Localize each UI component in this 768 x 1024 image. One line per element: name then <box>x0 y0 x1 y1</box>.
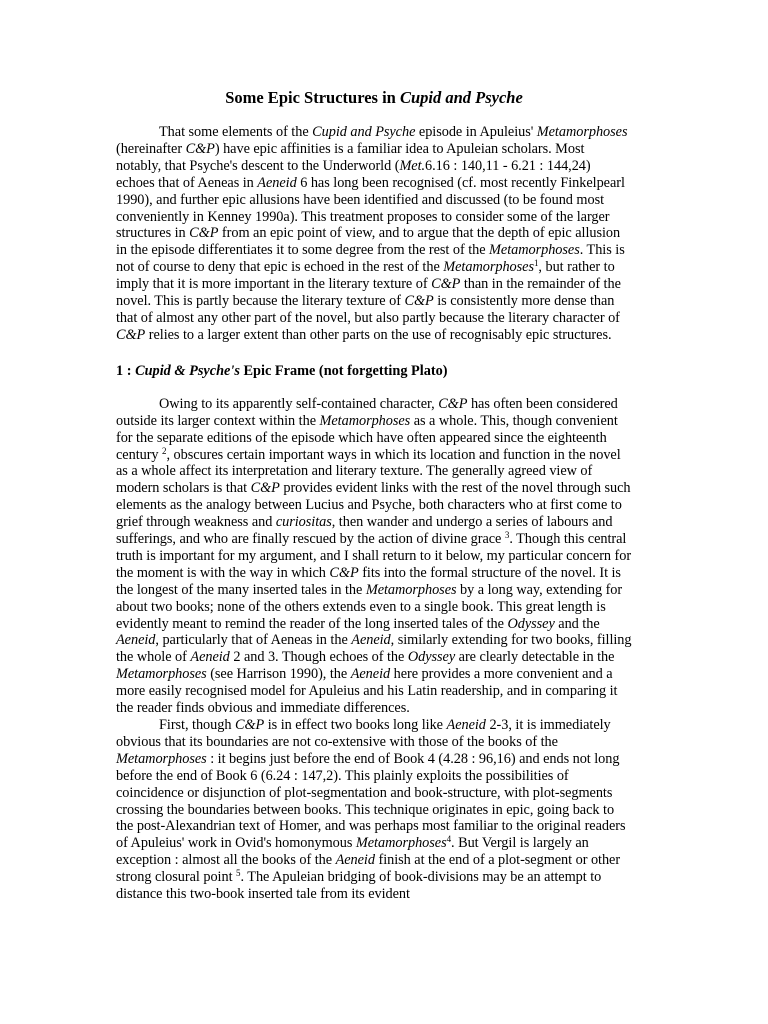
text-run: fits into the formal structure of the novel. It is the longest of the many inserted tales in the <box>116 564 621 598</box>
text-run: are clearly detectable in the <box>455 649 615 666</box>
section-paragraph-1 <box>116 396 632 717</box>
text-run: episode in Apuleius' <box>415 124 537 140</box>
text-run: . The Apuleian bridging of book-divisions may be an attempt to distance this two-book inserted tale from its evident <box>116 869 602 903</box>
text-run: , obscures certain important ways in which its location and function in the novel as a whole affect its interpretation and literary texture. The generally agreed view of modern scholars is that <box>116 446 621 497</box>
title-prefix: Some Epic Structures in <box>225 88 400 107</box>
italic-text: Odyssey <box>407 649 456 666</box>
text-run: , but rather to imply that it is more important in the literary texture of <box>116 259 615 293</box>
italic-text: curiositas <box>275 514 332 531</box>
italic-text: Metamorphoses <box>355 835 447 852</box>
text-run: , particularly that of Aeneas in the <box>155 632 352 649</box>
text-run: Owing to its apparently self-contained character, <box>159 395 439 412</box>
italic-text: Aeneid <box>116 632 156 649</box>
italic-text: Metamorphoses <box>116 666 207 683</box>
section-heading <box>116 362 632 380</box>
italic-text: Cupid and Psyche <box>312 124 416 140</box>
text-run: ) have epic affinities is a familiar idea to Apuleian scholars. Most notably, that Psyche's descent to the Underworld ( <box>116 140 585 174</box>
intro-paragraph <box>116 124 632 344</box>
text-run: has often been considered outside its larger context within the <box>116 395 618 429</box>
italic-text: C&P <box>189 225 219 242</box>
paper-title <box>116 88 632 108</box>
italic-text: Aeneid <box>190 649 230 666</box>
italic-text: C&P <box>250 480 280 497</box>
text-run: than in the remainder of the novel. This is partly because the literary texture of <box>116 276 621 310</box>
section-heading-rest: Epic Frame (not forgetting Plato) <box>239 362 448 379</box>
italic-text: Aeneid <box>350 666 391 683</box>
text-run: by a long way, extending for about two books; none of the others extends even to a single book. This great length is evidently meant to remind the reader of the long inserted tales of the <box>116 581 623 632</box>
text-run: . This is not of course to deny that epic is echoed in the rest of the <box>116 242 625 276</box>
text-run: is consistently more dense than that of almost any other part of the novel, but also partly because the literary character of <box>116 293 620 326</box>
italic-text: Metamorphoses <box>319 412 411 429</box>
italic-text: Metamorphoses <box>116 750 207 767</box>
italic-text: Aeneid <box>257 174 297 191</box>
text-run: is in effect two books long like <box>264 717 447 733</box>
section-paragraph-2 <box>116 717 632 903</box>
text-run: , similarly extending for two books, filling the whole of <box>116 632 632 666</box>
italic-text: C&P <box>404 293 434 310</box>
text-run: That some elements of the <box>159 124 313 140</box>
footnote-ref: 2 <box>162 445 167 456</box>
italic-text: C&P <box>431 276 461 293</box>
italic-text: Metamorphoses <box>365 581 457 598</box>
text-run: 6 has long been recognised (cf. most recently Finkelpearl 1990), and further epic allusions have been identified and discussed (to be found most conveniently in Kenney 1990a). This treatment proposes to consider some of the larger structures in <box>116 174 625 242</box>
text-run: 2-3, it is immediately obvious that its boundaries are not co-extensive with those of the books of the <box>116 717 611 750</box>
text-run: as a whole. This, though convenient for the separate editions of the episode which have often appeared since the eighteenth century <box>116 412 618 463</box>
italic-text: C&P <box>234 717 265 733</box>
text-run: here provides a more convenient and a more easily recognised model for Apuleius and his Latin readership, and in comparing it the reader finds obvious and immediate differences. <box>116 666 618 717</box>
italic-text: Met. <box>399 157 426 174</box>
title-italic: Cupid and Psyche <box>399 88 523 107</box>
footnote-ref: 4 <box>446 834 452 845</box>
italic-text: Metamorphoses <box>443 259 534 276</box>
text-run: provides evident links with the rest of the novel through such elements as the analogy between Lucius and Psyche, both characters who at first come to grief through weakness and <box>116 480 631 531</box>
italic-text: Metamorphoses <box>536 124 628 140</box>
italic-text: C&P <box>116 326 146 343</box>
section-number: 1 : <box>116 362 136 379</box>
text-run: 2 and 3. Though echoes of the <box>229 649 408 666</box>
text-run: 6.16 : 140,11 - 6.21 : 144,24) echoes that of Aeneas in <box>116 157 591 191</box>
footnote-ref: 5 <box>236 868 241 879</box>
italic-text: Odyssey <box>507 615 555 632</box>
text-run: from an epic point of view, and to argue that the depth of epic allusion in the episode differentiates it to some degree from the rest of the <box>116 225 621 259</box>
text-run: finish at the end of a plot-segment or other strong closural point <box>116 852 621 886</box>
footnote-ref: 1 <box>533 258 539 269</box>
text-run: (see Harrison 1990), the <box>206 666 351 683</box>
text-run: , then wander and undergo a series of labours and sufferings, and who are finally rescued by the action of divine grace <box>116 514 613 548</box>
text-run: . But Vergil is largely an exception : almost all the books of the <box>116 835 589 869</box>
italic-text: Aeneid <box>351 632 391 649</box>
text-run: First, though <box>159 717 235 733</box>
italic-text: Metamorphoses <box>489 242 580 259</box>
italic-text: Aeneid <box>335 852 375 869</box>
italic-text: C&P <box>185 140 215 157</box>
text-run: : it begins just before the end of Book 4 (4.28 : 96,16) and ends not long before the end of Book 6 (6.24 : 147,2). This plainly exploits the possibilities of coincidence or disjunction of plot-segmentation and book-structure, with plot-segments crossing the boundaries between books. This technique originates in epic, going back to the post-Alexandrian text of Homer, and was perhaps most familiar to the original readers of Apuleius' work in Ovid's homonymous <box>116 750 626 852</box>
footnote-ref: 3 <box>504 530 510 541</box>
italic-text: C&P <box>438 395 468 412</box>
text-run: . Though this central truth is important for my argument, and I shall return to it below, my particular concern for the moment is with the way in which <box>116 531 632 581</box>
section-heading-italic: Cupid & Psyche's <box>135 362 240 379</box>
text-run: and the <box>554 615 600 632</box>
text-run: (hereinafter <box>116 140 186 157</box>
italic-text: C&P <box>329 564 359 581</box>
text-run: relies to a larger extent than other parts on the use of recognisably epic structures. <box>145 326 612 343</box>
italic-text: Aeneid <box>446 717 486 733</box>
